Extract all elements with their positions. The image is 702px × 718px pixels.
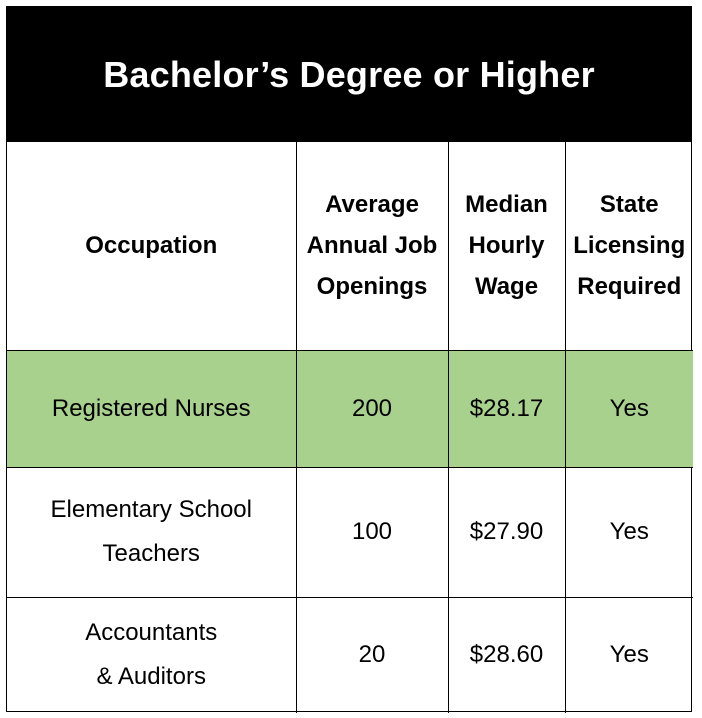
header-licensing-line: Licensing <box>573 232 686 260</box>
occupation-line: & Auditors <box>96 663 206 691</box>
header-licensing-line: Required <box>577 273 682 301</box>
table-row <box>7 350 693 467</box>
cell-occupation <box>7 467 296 597</box>
header-openings <box>296 142 448 350</box>
header-openings-line: Openings <box>316 273 428 301</box>
cell-openings: 200 <box>296 350 448 467</box>
header-licensing <box>565 142 693 350</box>
cell-wage: $28.17 <box>448 350 565 467</box>
header-openings-line: Average <box>325 191 419 219</box>
header-licensing-line: State <box>599 191 659 219</box>
header-occupation-line: Occupation <box>85 232 218 260</box>
header-wage-line: Wage <box>474 273 539 301</box>
occupation-grid <box>7 142 693 713</box>
occupation-table <box>6 6 692 712</box>
header-wage-line: Hourly <box>468 232 545 260</box>
table-title-bar <box>7 7 691 142</box>
cell-licensing: Yes <box>565 597 693 713</box>
table-row <box>7 597 693 713</box>
header-wage-line: Median <box>465 191 548 219</box>
cell-wage: $28.60 <box>448 597 565 713</box>
occupation-line: Accountants <box>85 619 218 647</box>
header-row <box>7 142 693 350</box>
header-occupation <box>7 142 296 350</box>
cell-licensing: Yes <box>565 467 693 597</box>
cell-occupation <box>7 597 296 713</box>
cell-occupation <box>7 350 296 467</box>
cell-openings: 20 <box>296 597 448 713</box>
cell-wage: $27.90 <box>448 467 565 597</box>
table-title: Bachelor’s Degree or Higher <box>103 53 595 95</box>
cell-licensing: Yes <box>565 350 693 467</box>
cell-openings: 100 <box>296 467 448 597</box>
occupation-line: Teachers <box>102 540 200 567</box>
header-wage <box>448 142 565 350</box>
table-row <box>7 467 693 597</box>
occupation-line: Registered Nurses <box>51 394 251 422</box>
occupation-line: Elementary School <box>50 496 252 523</box>
header-openings-line: Annual Job <box>306 232 438 260</box>
